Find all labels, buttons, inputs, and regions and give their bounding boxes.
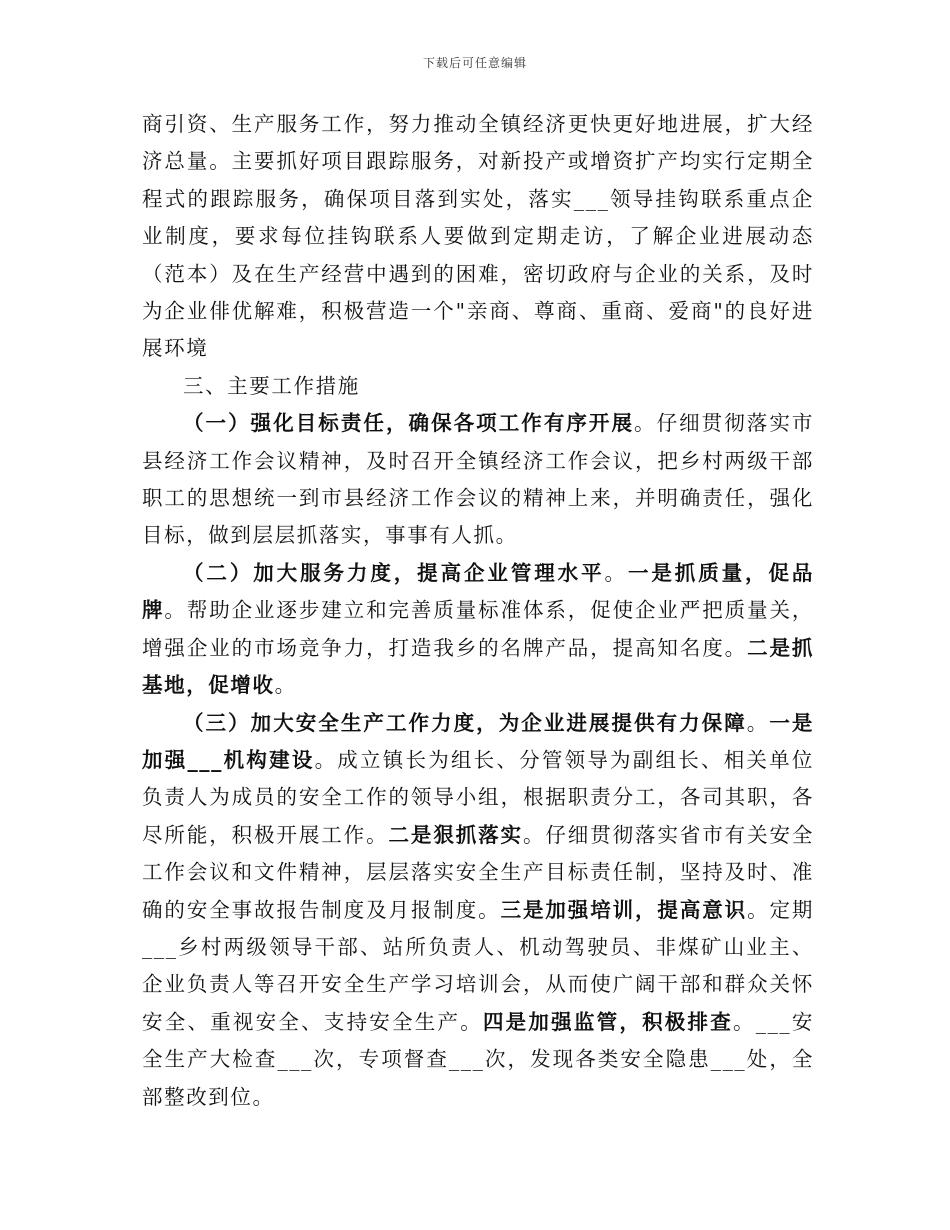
paragraph-text: 。___安全生产大检查___次，专项督查___次，发现各类安全隐患___处，全部整改到位。 <box>142 1009 814 1109</box>
paragraph-text: 。帮助企业逐步建立和完善质量标准体系，促使企业严把质量关，增强企业的市场竞争力，打造我乡的名牌产品，提高知名度。 <box>142 598 814 660</box>
paragraph-investment-services <box>142 106 814 368</box>
paragraph-text: 。定期___乡村两级领导干部、站所负责人、机动驾驶员、非煤矿山业主、企业负责人等召开安全生产学习培训会，从而使广阔干部和群众关怀安全、重视安全、支持安全生产。 <box>142 897 814 1034</box>
point-heading: 四是加强监管，积极排查 <box>482 1009 733 1034</box>
point-heading: 二是抓基地，促增收 <box>142 635 814 698</box>
section-heading-text: 三、主要工作措施 <box>183 373 360 398</box>
document-body <box>142 106 814 1116</box>
paragraph-text: 。仔细贯彻落实市县经济工作会议精神，及时召开全镇经济工作会议，把乡村两级干部职工的思想统一到市县经济工作会议的精神上来，并明确责任，强化目标，做到层层抓落实，事事有人抓。 <box>142 411 814 548</box>
section-heading-main-measures <box>142 368 814 405</box>
page-header: 下载后可任意编辑 <box>422 56 527 70</box>
paragraph-text: 。成立镇长为组长、分管领导为副组长、相关单位负责人为成员的安全工作的领导小组，根据职责分工，各司其职，各尽所能，积极开展工作。 <box>142 747 814 847</box>
paragraph-text: 。 <box>746 710 770 735</box>
measure-3-heading: （三）加大安全生产工作力度，为企业进展提供有力保障 <box>183 710 747 735</box>
point-heading: 三是加强培训，提高意识 <box>500 897 748 922</box>
paragraph-measure-2 <box>142 555 814 705</box>
paragraph-measure-3 <box>142 705 814 1116</box>
measure-1-heading: （一）强化目标责任，确保各项工作有序开展 <box>183 411 635 436</box>
point-heading: 一是抓质量，促品牌 <box>142 560 814 623</box>
measure-2-heading: （二）加大服务力度，提高企业管理水平 <box>183 560 605 585</box>
paragraph-text: 商引资、生产服务工作，努力推动全镇经济更快更好地进展，扩大经济总量。主要抓好项目跟踪服务，对新投产或增资扩产均实行定期全程式的跟踪服务，确保项目落到实处，落实___领导挂钩联系重点企业制度，要求每位挂钩联系人要做到定期走访，了解企业进展动态（范本）及在生产经营中遇到的困难，密切政府与企业的关系，及时为企业俳优解难，积极营造一个"亲商、尊商、重商、爱商"的良好进展环境 <box>142 112 814 361</box>
point-heading: 一是加强___机构建设 <box>142 710 815 772</box>
paragraph-measure-1 <box>142 405 814 555</box>
paragraph-text: 。 <box>604 560 628 585</box>
paragraph-text: 。仔细贯彻落实省市有关安全工作会议和文件精神，层层落实安全生产目标责任制，坚持及时、准确的安全事故报告制度及月报制度。 <box>142 822 814 922</box>
point-heading: 二是狠抓落实 <box>388 822 523 847</box>
paragraph-text: 。 <box>274 673 297 698</box>
